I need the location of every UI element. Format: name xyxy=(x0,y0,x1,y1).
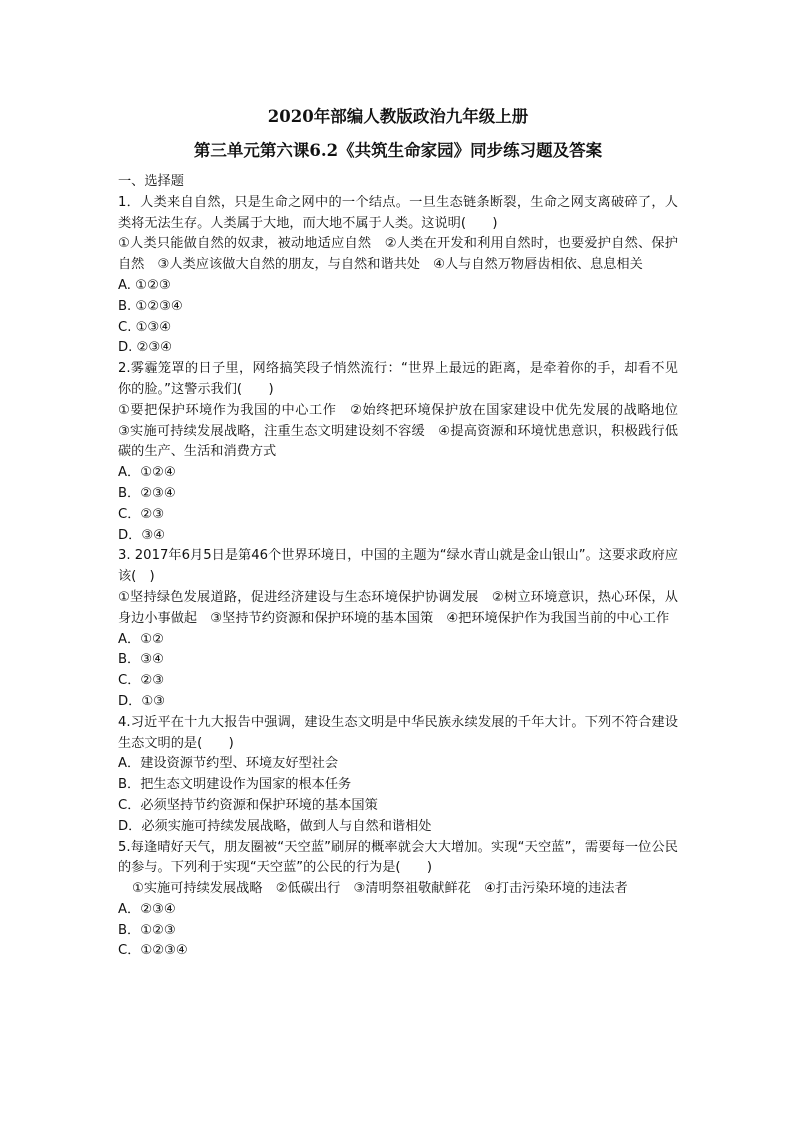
option-b: B．②③④ xyxy=(118,485,176,501)
question-1 xyxy=(118,193,678,359)
option-a: A．②③④ xyxy=(118,901,176,917)
question-statements: ①实施可持续发展战略 ②低碳出行 ③清明祭祖敬献鲜花 ④打击污染环境的违法者 xyxy=(132,881,628,897)
option-b: B．①②③ xyxy=(118,922,176,938)
option-d: D. ②③④ xyxy=(118,340,173,356)
question-4 xyxy=(118,713,678,838)
option-c: C. ①③④ xyxy=(118,319,172,335)
question-2 xyxy=(118,359,692,546)
option-b: B．③④ xyxy=(118,652,164,668)
option-b: B. ①②③④ xyxy=(118,298,183,314)
question-5 xyxy=(118,838,678,963)
document-page xyxy=(118,100,692,962)
option-b: B．把生态文明建设作为国家的根本任务 xyxy=(118,777,352,793)
question-3 xyxy=(118,546,678,712)
option-d: D．必须实施可持续发展战略，做到人与自然和谐相处 xyxy=(118,818,432,834)
question-stem: 5.每逢晴好天气，朋友圈被“天空蓝”刷屏的概率就会大大增加。实现“天空蓝”，需要每一位公民的参与。下列利于实现“天空蓝”的公民的行为是( ) xyxy=(118,839,678,876)
question-stem: 2.雾霾笼罩的日子里，网络搞笑段子悄然流行：“世界上最远的距离，是牵着你的手，却看不见你的脸。”这警示我们( ) xyxy=(118,361,678,397)
section-heading: 一、选择题 xyxy=(118,174,184,189)
question-statements: ①要把保护环境作为我国的中心工作 ②始终把环境保护放在国家建设中优先发展的战略地位 ③实施可持续发展战略，注重生态文明建设刻不容缓 ④提高资源和环境忧患意识，积极践行低碳的生产、生活和消费方式 xyxy=(118,402,692,460)
document-subtitle: 第三单元第六课6.2《共筑生命家园》同步练习题及答案 xyxy=(193,141,603,160)
option-c: C．②③ xyxy=(118,506,165,522)
question-statements: ①人类只能做自然的奴隶，被动地适应自然 ②人类在开发和利用自然时，也要爱护自然、保护自然 ③人类应该做大自然的朋友，与自然和谐共处 ④人与自然万物唇齿相依、息息相关 xyxy=(118,236,678,273)
option-a: A．①② xyxy=(118,631,164,647)
option-a: A. ①②③ xyxy=(118,277,171,293)
question-stem: 1．人类来自自然，只是生命之网中的一个结点。一旦生态链条断裂，生命之网支离破碎了，人类将无法生存。人类属于大地，而大地不属于人类。这说明( ) xyxy=(118,194,678,231)
option-a: A．建设资源节约型、环境友好型社会 xyxy=(118,756,339,772)
option-a: A．①②④ xyxy=(118,465,176,481)
document-title: 2020年部编人教版政治九年级上册 xyxy=(267,107,529,126)
question-stem: 4.习近平在十九大报告中强调，建设生态文明是中华民族永续发展的千年大计。下列不符合建设生态文明的是( ) xyxy=(118,714,678,751)
question-stem: 3. 2017年6月5日是第46个世界环境日，中国的主题为“绿水青山就是金山银山”。这要求政府应该( ) xyxy=(118,548,678,585)
option-d: D．③④ xyxy=(118,527,165,543)
question-statements: ①坚持绿色发展道路，促进经济建设与生态环境保护协调发展 ②树立环境意识，热心环保，从身边小事做起 ③坚持节约资源和保护环境的基本国策 ④把环境保护作为我国当前的中心工作 xyxy=(118,589,678,626)
option-d: D．①③ xyxy=(118,693,165,709)
option-c: C．必须坚持节约资源和保护环境的基本国策 xyxy=(118,797,378,813)
option-c: C．②③ xyxy=(118,673,165,689)
option-c: C．①②③④ xyxy=(118,943,188,959)
